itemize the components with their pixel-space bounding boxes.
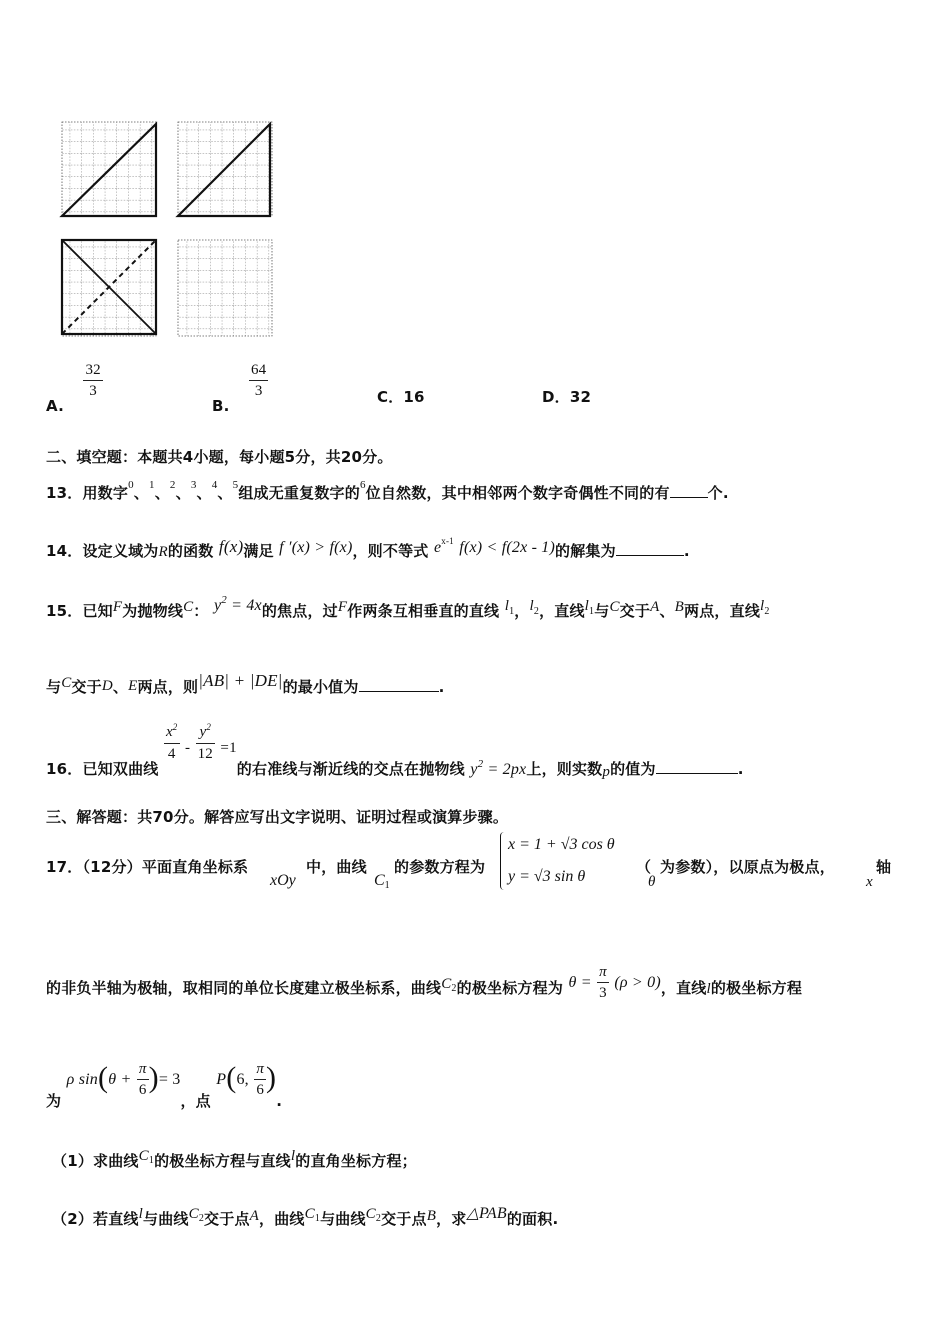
option-b[interactable]: B. $\frac{64}{3}$ <box>212 362 267 415</box>
answer-blank-14[interactable] <box>616 541 684 556</box>
empty-grid <box>178 240 272 336</box>
question-17-part1: （1）求曲线$C_1$的极坐标方程与直线l的直角坐标方程； <box>52 1148 417 1170</box>
three-view-figure <box>58 118 278 342</box>
xoy-label: xOy <box>270 872 296 889</box>
q17-t1: 中，曲线 <box>306 858 367 876</box>
q17-t4: 为参数），以原点为极点， <box>660 858 835 876</box>
theta-param: θ <box>648 874 656 890</box>
section2-heading: 二、填空题：本题共4小题，每小题5分，共20分。 <box>46 448 393 466</box>
system-eq2: y = √3 sin θ <box>508 868 586 885</box>
question-14: 14．设定义域为R的函数 f(x)满足 f ′(x) > f(x)，则不等式 $e^{x-1}$ f(x) < f(2x - 1)的解集为 . <box>46 536 690 560</box>
question-15: 15．已知F为抛物线C： $y^2 = 4x$的焦点，过F作两条互相垂直的直线 $l_1$，$l_2$，直线$l_1$与C交于A、B两点，直线$l_2$ <box>46 594 770 620</box>
question-17-part2: （2）若直线l与曲线$C_2$交于点A，曲线$C_1$与曲线$C_2$交于点B，求△PAB的面积. <box>52 1205 559 1228</box>
c1-label: C1 <box>374 872 390 891</box>
answer-blank-13[interactable] <box>670 483 708 498</box>
section3-heading: 三、解答题：共70分。解答应写出文字说明、证明过程或演算步骤。 <box>46 808 509 826</box>
question-16: 16．已知双曲线 $\frac{x^2}{4}$ - $\frac{y^2}{12}$ =1的右准线与渐近线的交点在抛物线 $y^2 = 2px$上，则实数p的值为 . <box>46 722 744 780</box>
q17-t3: （ <box>636 858 652 876</box>
question-15-line2: 与C交于D、E两点，则|AB| + |DE|的最小值为 . <box>46 671 445 696</box>
question-17-line2: 的非负半轴为极轴，取相同的单位长度建立极坐标系，曲线$C_2$的极坐标方程为 θ = $\frac{\pi}{3}$ (ρ > 0)，直线l的极坐标方程 <box>46 964 803 1001</box>
option-d[interactable]: D．32 <box>542 388 592 406</box>
answer-blank-15[interactable] <box>359 677 439 692</box>
option-a[interactable]: A. $\frac{32}{3}$ <box>46 362 101 415</box>
q17-axis: 轴 <box>876 858 892 876</box>
question-17-line3: 为 ρ sin(θ + $\frac{\pi}{6}$ )= 3，点 P(6, $\frac{\pi}{6}$ ). <box>46 1061 283 1110</box>
answer-blank-16[interactable] <box>656 759 738 774</box>
q17-t2: 的参数方程为 <box>394 858 486 876</box>
option-c[interactable]: C．16 <box>377 388 425 406</box>
x-axis-label: x <box>866 874 873 890</box>
system-brace <box>500 832 504 890</box>
system-eq1: x = 1 + √3 cos θ <box>508 836 615 853</box>
question-17: 17．（12分）平面直角坐标系 <box>46 858 249 876</box>
question-13: 13．用数字$^0$、$^1$、$^2$、$^3$、$^4$、$^5$组成无重复数字的$^6$位自然数，其中相邻两个数字奇偶性不同的有 个. <box>46 479 729 502</box>
